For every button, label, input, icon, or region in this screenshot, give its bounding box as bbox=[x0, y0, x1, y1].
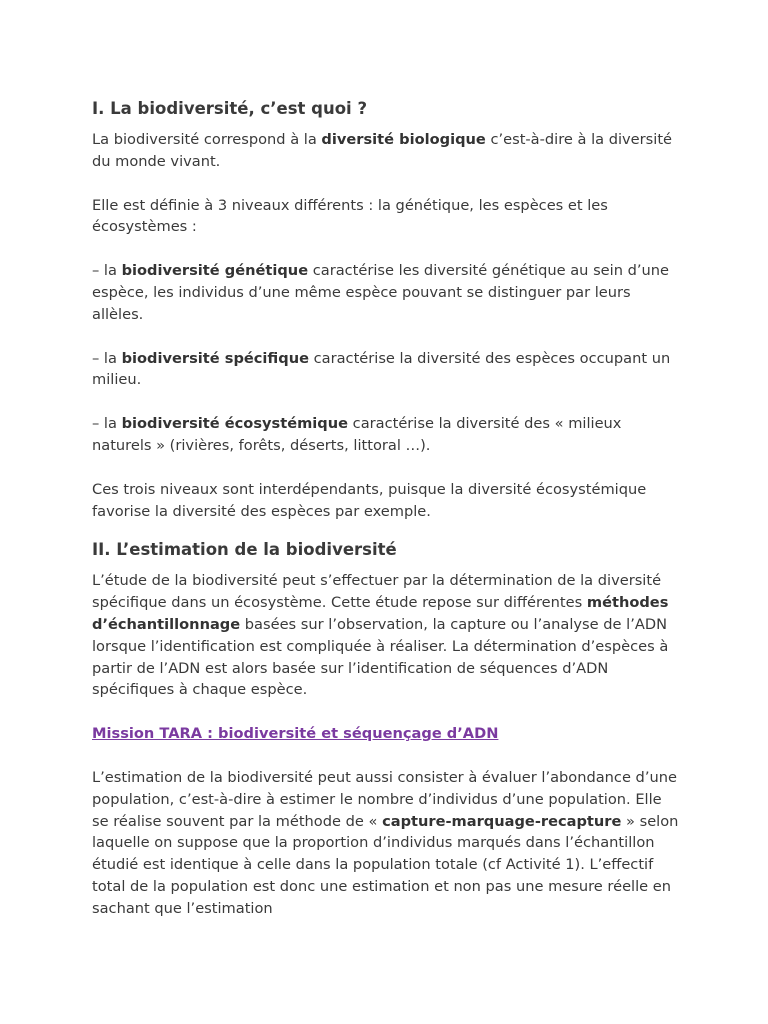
text-segment: caractérise la diversité des espèces occupant un milieu. bbox=[92, 349, 671, 389]
section-2-heading: II. L’estimation de la biodiversité bbox=[92, 540, 397, 560]
text-segment: – la bbox=[92, 349, 122, 367]
bold-term: diversité biologique bbox=[321, 131, 486, 148]
paragraph-interdependence: Ces trois niveaux sont interdépendants, puisque la diversité écosystémique favorise la diversité des espèces par exemple. bbox=[92, 480, 647, 520]
text-segment: basées sur l’observation, la capture ou l’analyse de l’ADN lorsque l’identification est compliquée à réaliser. La détermination d’espèces à partir de l’ADN est alors basée sur l’identification de séquences d’ADN spécifiques à chaque espèce. bbox=[92, 615, 669, 699]
bold-term: méthodes d’échantillonnage bbox=[92, 594, 669, 633]
text-segment: – la bbox=[92, 415, 122, 433]
bold-term: biodiversité spécifique bbox=[121, 349, 309, 367]
section-1-heading: I. La biodiversité, c’est quoi ? bbox=[92, 99, 368, 118]
bold-term: biodiversité génétique bbox=[121, 262, 309, 280]
text-segment: – la bbox=[92, 262, 122, 280]
bold-term: biodiversité écosystémique bbox=[121, 415, 349, 433]
paragraph-capture bbox=[92, 767, 682, 920]
article-content bbox=[92, 98, 682, 942]
bold-term: capture-marquage-recapture bbox=[382, 812, 622, 830]
link-paragraph bbox=[92, 723, 682, 745]
paragraph-specific bbox=[92, 348, 682, 392]
paragraph-definition bbox=[92, 129, 682, 173]
text-segment: caractérise les diversité génétique au sein d’une espèce, les individus d’une même espèce pouvant se distinguer par leurs allèles. bbox=[92, 262, 669, 323]
text-segment: caractérise la diversité des « milieux naturels » (rivières, forêts, déserts, littoral …). bbox=[92, 415, 622, 454]
text-segment: La biodiversité correspond à la bbox=[92, 131, 322, 148]
text-segment: L’étude de la biodiversité peut s’effectuer par la détermination de la diversité spécifique dans un écosystème. Cette étude repose sur différentes bbox=[92, 572, 662, 612]
text-segment: » selon laquelle on suppose que la proportion d’individus marqués dans l’échantillon étudié est identique à celle dans la population totale (cf Activité 1). L’effectif total de la population est donc une estimation et non pas une mesure réelle en sachant que l’estimation bbox=[92, 812, 679, 917]
paragraph-levels: Elle est définie à 3 niveaux différents : la génétique, les espèces et les écosystèmes : bbox=[92, 196, 608, 236]
mission-tara-link[interactable]: Mission TARA : biodiversité et séquençage d’ADN bbox=[92, 725, 499, 743]
text-segment: L’estimation de la biodiversité peut aussi consister à évaluer l’abondance d’une population, c’est-à-dire à estimer le nombre d’individus d’une population. Elle se réalise souvent par la méthode de « bbox=[92, 768, 677, 830]
text-segment: c’est-à-dire à la diversité du monde vivant. bbox=[92, 131, 673, 170]
paragraph-ecosystemic bbox=[92, 413, 682, 457]
paragraph-genetic bbox=[92, 260, 682, 325]
paragraph-sampling bbox=[92, 570, 682, 701]
